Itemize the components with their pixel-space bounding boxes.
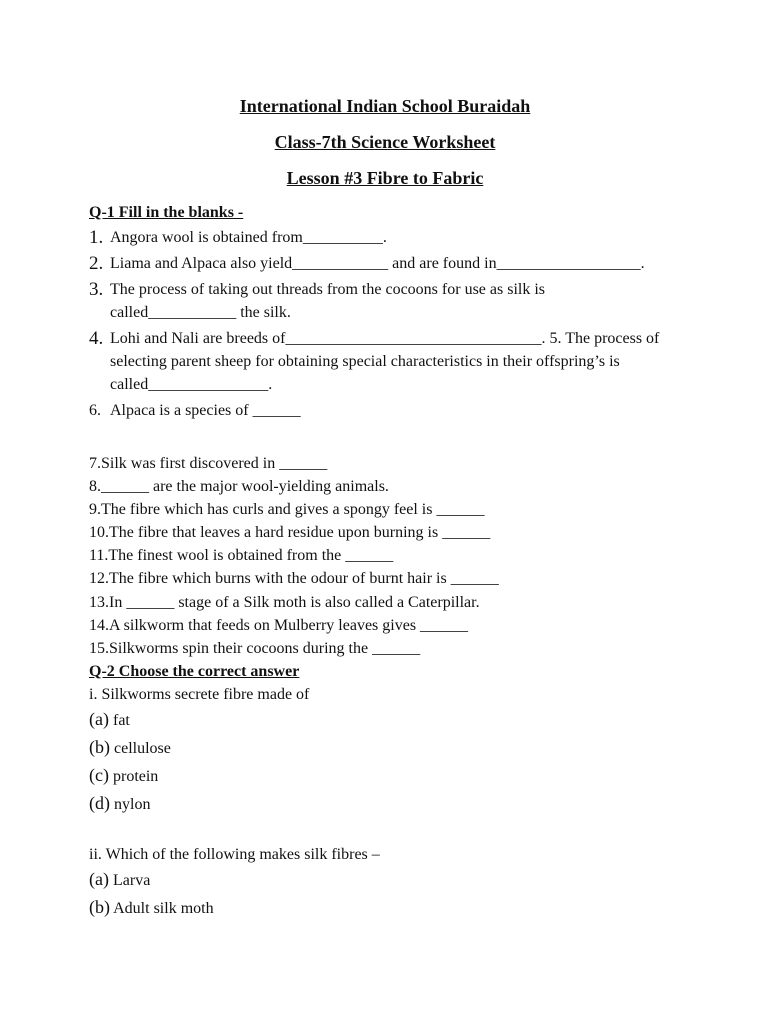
list-item xyxy=(89,226,669,249)
q2-questions xyxy=(89,684,380,922)
item-text: Angora wool is obtained from__________. xyxy=(110,229,387,246)
item-number: 4. xyxy=(89,328,104,349)
spacer xyxy=(89,818,380,844)
list-item: 14.A silkworm that feeds on Mulberry leaves gives ______ xyxy=(89,616,469,634)
list-item xyxy=(89,327,669,396)
list-item: 8.______ are the major wool-yielding animals. xyxy=(89,478,389,496)
item-text: The process of taking out threads from the cocoons for use as silk is called___________ the silk. xyxy=(110,281,546,321)
option-item xyxy=(89,762,380,790)
list-item xyxy=(89,252,669,275)
option-label: (c) xyxy=(89,765,109,785)
q1-more-items xyxy=(89,452,499,660)
list-item: 10.The fibre that leaves a hard residue upon burning is ______ xyxy=(89,524,491,542)
worksheet-title: Class-7th Science Worksheet xyxy=(274,132,496,152)
q1-title: Q-1 Fill in the blanks - xyxy=(89,204,244,221)
option-label: (b) xyxy=(89,897,110,917)
option-text: fat xyxy=(112,712,130,729)
item-number: 6. xyxy=(89,402,101,419)
item-text: Lohi and Nali are breeds of________________________________. 5. The process of selecting parent sheep for obtaining special characteristics in their offspring’s is called_______________. xyxy=(110,330,660,393)
option-label: (a) xyxy=(89,869,109,889)
lesson-title: Lesson #3 Fibre to Fabric xyxy=(286,168,484,188)
option-label: (a) xyxy=(89,709,109,729)
option-text: protein xyxy=(112,768,159,785)
item-text: Liama and Alpaca also yield____________ and are found in__________________. xyxy=(110,255,645,272)
item-text: Alpaca is a species of ______ xyxy=(110,402,301,419)
list-item xyxy=(89,399,669,422)
q1-numbered-list xyxy=(89,226,669,425)
question-text: ii. Which of the following makes silk fibres – xyxy=(89,846,380,863)
option-item xyxy=(89,894,380,922)
list-item xyxy=(89,278,669,324)
list-item: 11.The finest wool is obtained from the ______ xyxy=(89,547,394,565)
school-title: International Indian School Buraidah xyxy=(239,96,531,116)
list-item: 7.Silk was first discovered in ______ xyxy=(89,455,328,472)
option-text: Adult silk moth xyxy=(113,900,214,917)
item-number: 2. xyxy=(89,253,104,274)
list-item: 13.In ______ stage of a Silk moth is also called a Caterpillar. xyxy=(89,593,480,611)
item-number: 1. xyxy=(89,227,104,248)
option-item xyxy=(89,734,380,762)
option-item xyxy=(89,706,380,734)
option-label: (b) xyxy=(89,737,110,757)
item-number: 3. xyxy=(89,279,104,300)
option-label: (d) xyxy=(89,793,110,813)
list-item: 9.The fibre which has curls and gives a spongy feel is ______ xyxy=(89,501,485,519)
list-item: 15.Silkworms spin their cocoons during the ______ xyxy=(89,639,421,657)
option-item xyxy=(89,790,380,818)
question-text: i. Silkworms secrete fibre made of xyxy=(89,686,310,703)
option-text: cellulose xyxy=(114,740,171,757)
option-text: nylon xyxy=(114,796,151,813)
q2-title: Q-2 Choose the correct answer xyxy=(89,663,300,680)
option-text: Larva xyxy=(112,872,151,889)
list-item: 12.The fibre which burns with the odour of burnt hair is ______ xyxy=(89,570,499,588)
option-item xyxy=(89,866,380,894)
